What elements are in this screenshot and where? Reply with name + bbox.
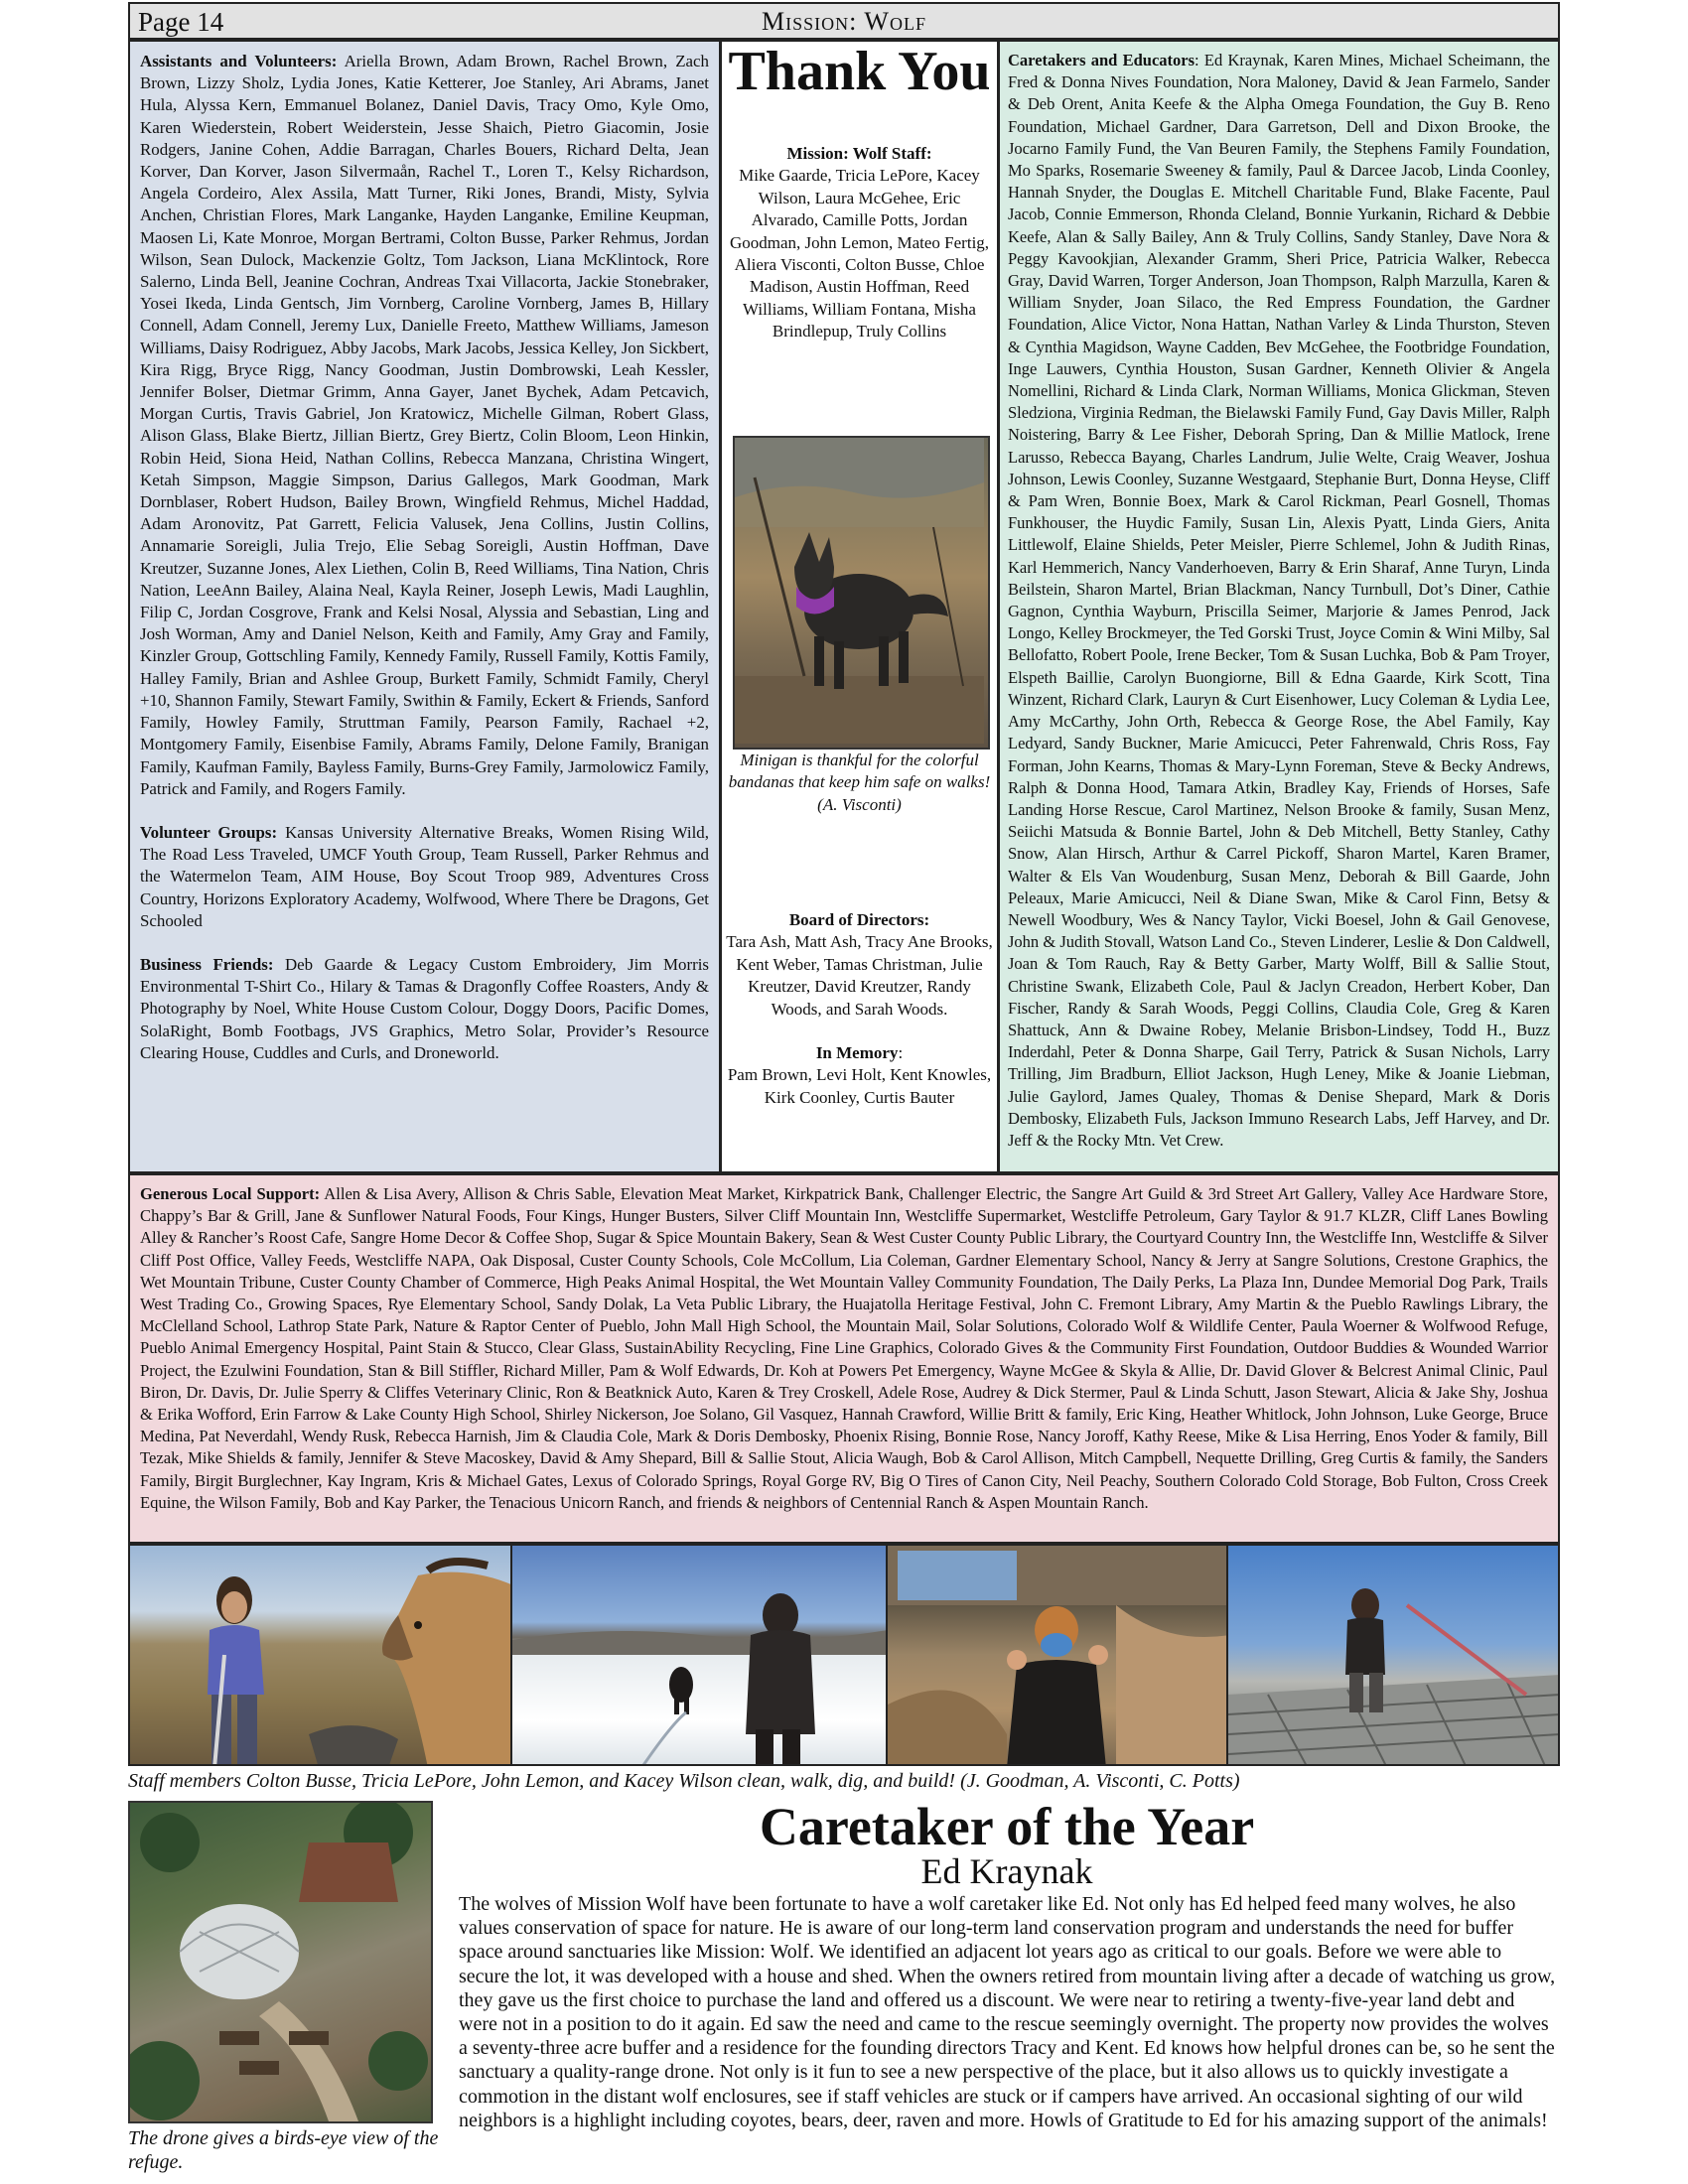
local-support-list: Allen & Lisa Avery, Allison & Chris Sable, Elevation Meat Market, Kirkpatrick Bank, Challenger Electric, the Sangre Art Guild & 3rd Street Art Gallery, Valley Ace Hardware Store, Chappy’s Bar & Grill, Jane & Sunflower Natural Foods, Four Kings, Hunger Busters, Silver Cliff Mountain Inn, Westcliffe Supermarket, Westcliffe Petroleum, Gary Taylor & 91.7 KLZR, Cliff Lanes Bowling Alley & Rancher’s Roost Cafe, Sangre Home Decor & Coffee Shop, Sugar & Spice Mountain Bakery, Sean & West Custer County Public Library, the Courtyard Country Inn, the Westcliffe Inn, Westcliffe & Silver Cliff Post Office, Valley Feeds, Westcliffe NAPA, Oak Disposal, Custer County Schools, Cole McCollum, Lia Coleman, Gardner Elementary School, Nancy & Jerry at Sangre Solutions, Crestone Graphics, the Wet Mountain Tribune, Custer County Chamber of Commerce, High Peaks Animal Hospital, the Wet Mountain Valley Community Foundation, The Daily Perks, La Plaza Inn, Dundee Memorial Dog Park, Trails West Trading Co., Growing Spaces, Rye Elementary School, Sandy Dolak, La Veta Public Library, the Huajatolla Heritage Festival, John C. Fremont Library, Amy Martin & the Pueblo Rawlings Library, the McClelland School, Lathrop State Park, Nature & Raptor Center of Pueblo, John Mall High School, the Mountain Mail, Solar Solutions, Colorado Wolf & Wildlife Center, Paula Woerner & Wolfwood Refuge, Pueblo Animal Emergency Hospital, Paint Stain & Stucco, Clear Glass, SustainAbility Recycling, Fine Line Graphics, Colorado Gives & the Community First Foundation, Outdoor Buddies & Wounded Warrior Project, the Ezulwini Foundation, Stan & Bill Stiffler, Richard Miller, Pam & Wolf Edwards, Dr. Koh at Powers Pet Emergency, Wayne McGee & Skyla & Allie, Dr. David Glover & Belcrest Animal Clinic, Paul Biron, Dr. Davis, Dr. Julie Sperry & Cliffes Veterinary Clinic, Ron & Beatknick Auto, Karen & Trey Croskell, Adele Rose, Audrey & Dick Stermer, Paul & Linda Schutt, Jason Stewart, Alicia & Jake Shy, Joshua & Erika Wofford, Erin Farrow & Lake County High School, Shirley Nickerson, Joe Solano, Gil Vasquez, Hannah Crawford, Willie Britt & family, Eric King, Heather Whitlock, John Johnson, Luke George, Bruce Medina, Pat Neverdahl, Wendy Rusk, Rebecca Harnish, Jim & Claudia Cole, Mark & Doris Dembosky, Phoenix Rising, Bonnie Rose, Nancy Joroff, Kathy Reese, Mike & Lisa Herring, Enos Yoder & family, Bill Tezak, Mike Shields & family, Jennifer & Steve Macoskey, David & Amy Shepard, Bill & Sallie Stout, Alicia Waugh, Bob & Carol Allison, Mitch Campbell, Nequette Drilling, Greg Curtis & family, the Sanders Family, Birgit Burglechner, Kay Ingram, Kris & Michael Gates, Lexus of Colorado Springs, Royal Gorge RV, Big O Tires of Canon City, Neil Peachy, Southern Colorado Cold Storage, Bob Fulton, Cross Creek Equine, the Wilson Family, Bob and Kay Parker, the Tenacious Unicorn Ranch, and friends & neighbors of Centennial Ranch & Aspen Mountain Ranch. (140, 1184, 1548, 1512)
staff-label: Mission: Wolf Staff: (786, 144, 932, 163)
drone-photo-caption: The drone gives a birds-eye view of the refuge. (128, 2127, 439, 2173)
volunteer-groups-paragraph (140, 822, 709, 932)
wolf-illustration (735, 438, 984, 744)
building-illustration (1228, 1546, 1558, 1764)
thank-you-panel (720, 40, 999, 1173)
assistants-label: Assistants and Volunteers: (140, 52, 338, 70)
wolf-photo (733, 436, 990, 750)
caretaker-of-year-title: Caretaker of the Year (759, 1797, 1255, 1856)
local-support-label: Generous Local Support: (140, 1184, 321, 1203)
volunteer-groups-list: Kansas University Alternative Breaks, Women Rising Wild, The Road Less Traveled, UMCF Youth Group, Team Russell, Parker Rehmus and the Watermelon Team, AIM House, Boy Scout Troop 989, Adventures Cross Country, Horizons Exploratory Academy, Wolfwood, Where There be Dragons, Get Schooled (140, 822, 709, 930)
local-support-panel (128, 1173, 1560, 1544)
business-friends-label: Business Friends: (140, 954, 274, 974)
page-number: Page 14 (138, 7, 224, 37)
volunteers-panel (128, 40, 721, 1173)
memory-colon: : (898, 1043, 904, 1063)
thank-you-title: Thank You (728, 41, 991, 102)
photo-staff-walking-dog (512, 1546, 887, 1764)
business-friends-paragraph (140, 954, 709, 1064)
digging-illustration (888, 1546, 1229, 1764)
assistants-list: Ariella Brown, Adam Brown, Rachel Brown, Zach Brown, Lizzy Sholz, Lydia Jones, Katie Ketterer, Joe Stanley, Ari Abrams, Janet Hula, Alyssa Kern, Emmanuel Bolanez, Daniel Davis, Tracy Omo, Kyle Omo, Karen Wiederstein, Robert Weiderstein, Jesse Shaich, Pietro Giacomin, Josie Rodgers, Janine Cohen, Addie Barragan, Charles Bouers, Richard Delta, Jean Korver, Dan Korver, Jason Silvermaån, Rachel T., Loren T., Kelsy Richardson, Angela Cordeiro, Alex Assila, Matt Turner, Riki Jones, Brandi, Misty, Sylvia Anchen, Christian Flores, Mark Langanke, Hayden Langanke, Emiline Keupman, Maosen Li, Kate Monroe, Morgan Bertrami, Colton Busse, Parker Rehmus, Jordan Wilson, Sean Dulock, Mackenzie Goltz, Tom Jackson, Liana McKlintock, Rore Salerno, Linda Bell, Jeanine Cochran, Andreas Txai Villacorta, Jackie Stonebraker, Yosei Ikeda, Linda Gentsch, Jim Vornberg, Caroline Vornberg, James B, Hillary Connell, Adam Connell, Jeremy Lux, Danielle Freeto, Matthew Williams, Jameson Williams, Daisy Rodriguez, Abby Jacobs, Mark Jacobs, Jessica Kelley, Jon Sickbert, Kira Rigg, Bryce Rigg, Nancy Goodman, Justin Dombrowski, Leah Kessler, Jennifer Bolser, Dietmar Grimm, Anna Gayer, Janet Bychek, Adam Petcavich, Morgan Curtis, Travis Gabriel, Jon Kratowicz, Michelle Gilman, Robert Glass, Alison Glass, Blake Biertz, Jillian Biertz, Grey Biertz, Colin Bloom, Leon Hinkin, Robin Heid, Siona Heid, Nathan Collins, Rebecca Manzana, Christina Wingert, Ketah Simpson, Maggie Simpson, Darius Gallegos, Mark Goodman, Mark Dornblaser, Robert Hudson, Bailey Brown, Wingfield Rehmus, Michel Haddad, Adam Aronovitz, Pat Garrett, Felicia Valusek, Jena Collins, Justin Collins, Annamarie Soreigli, Julia Trejo, Elie Sebag Soreigli, Austin Hoffman, Dave Kreutzer, Suzanne Jones, Alex Liethen, Colin B, Reed Williams, Tina Nation, Chris Nation, LeeAnn Bailey, Alaina Neal, Kayla Reiner, Joseph Lewis, Madi Laughlin, Filip C, Jordan Cosgrove, Frank and Kelsi Nosal, Alyssia and Sebastian, Ling and Josh Worman, Amy and Daniel Nelson, Keith and Family, Amy Gray and Family, Kinzler Group, Gottschling Family, Kennedy Family, Russell Family, Kottis Family, Halley Family, Brian and Ashlee Group, Burkett Family, Schmidt Family, Cheryl +10, Shannon Family, Stewart Family, Swithin & Family, Eckert & Friends, Sanford Family, Howley Family, Struttman Family, Pearson Family, Rachael +2, Montgomery Family, Eisenbise Family, Abrams Family, Delone Family, Branigan Family, Kaufman Family, Bayless Family, Burns-Grey Family, Jarmolowicz Family, Patrick and Family, and Rogers Family. (140, 52, 709, 798)
masthead: Mission: Wolf (762, 7, 926, 36)
caretakers-list: : Ed Kraynak, Karen Mines, Michael Scheimann, the Fred & Donna Nives Foundation, Nora Maloney, David & Jean Farmelo, Sander & Deb Orent, Anita Keefe & the Alpha Omega Foundation, the Guy B. Reno Foundation, Michael Gardner, Dara Garretson, Dell and Dixon Brooke, the Jocarno Family Fund, the Van Beuren Family, the Stephens Family Foundation, Mo Sparks, Rosemarie Sweeney & family, Paul & Darcee Jacob, Linda Coonley, Hannah Snyder, the Douglas E. Mitchell Charitable Fund, Blake Facente, Paul Jacob, Connie Emmerson, Rhonda Cleland, Bonnie Yurkanin, Richard & Debbie Keefe, Alan & Sally Bailey, Ann & Truly Collins, Sandy Stanley, Dave Nora & Peggy Kavookjian, Alexander Gramm, Sheri Price, Patricia Walker, Rebecca Gray, David Warren, Torger Anderson, Joan Thompson, Ralph Marzulla, Karen & William Snyder, Joan Silaco, the Red Empress Foundation, the Gardner Foundation, Alice Victor, Nona Hattan, Nathan Varley & Linda Thurston, Steven & Cynthia Magidson, Wayne Cadden, Bev McGehee, the Footbridge Foundation, Inge Lauwers, Cynthia Houston, Susan Gardner, Kenneth Olivier & Angela Nomellini, Richard & Linda Clark, Norman Williams, Monica Glickman, Steven Sledziona, Virginia Redman, the Bielawski Family Fund, Gay Davis Miller, Ralph Noistering, Barry & Lee Fisher, Deborah Spring, Dan & Millie Matlock, Irene Larusso, Rebecca Bayang, Charles Landrum, Julie Welte, Craig Weaver, Joshua Johnson, Lewis Coonley, Suzanne Westgaard, Stephanie Burt, Donna Heyse, Cliff & Pam Wren, Bonnie Boex, Mark & Carol Rickman, Pearl Gosnell, Thomas Funkhouser, the Huydic Family, Susan Lin, Alexis Pyatt, Linda Giers, Anita Littlewolf, Elaine Shields, Peter Meisler, Pierre Schlemel, John & Judith Rinas, Karl Hemmerich, Nancy Vanderhoeven, Barry & Erin Sharaf, Anne Turyn, Linda Beilstein, Sharon Martel, Brian Blackman, Nancy Turnbull, Dot’s Diner, Cathie Gagnon, Cynthia Wayburn, Priscilla Seimer, Marjorie & James Penrod, Jack Longo, Kelley Brockmeyer, the Ted Gorski Trust, Joyce Comin & Wini Milby, Sal Bellofatto, Robert Poole, Irene Becker, Tom & Susan Luchka, Bob & Pam Troyer, Elspeth Baillie, Carolyn Buongiorne, Bill & Edna Gaarde, Kirk Scott, Tina Winzent, Richard Clark, Lauryn & Curt Eisenhower, Lucy Coleman & Lydia Lee, Amy McCarthy, John Orth, Rebecca & George Rose, the Abel Family, Kay Ledyard, Sandy Buckner, Marie Amicucci, Peter Fahrenwald, Chris Ross, Fay Forman, John Kearns, Thomas & Mary-Lynn Foreman, Steve & Becky Andrews, Ralph & Donna Hood, Tamara Atkin, Bradley Kay, Friends of Horses, Safe Landing Horse Rescue, Carol Martinez, Nelson Brooke & family, Susan Menz, Seiichi Matsuda & Bonnie Bartel, John & Deb Mitchell, Betty Stanley, Cathy Snow, Alan Hirsch, Arthur & Carrel Pickoff, Sharon Martel, Karen Bramer, Walter & Els Van Woudenburg, Susan Menz, Deborah & Bill Gaarde, John Peleaux, Marie Amicucci, Neil & Diane Swan, Mike & Carol Finn, Betsy & Newell Woodbury, Wes & Nancy Taylor, Vicki Boesel, John & Gail Genovese, John & Judith Stovall, Watson Land Co., Steven Linderer, Leslie & Don Caldwell, Joan & Tom Rauch, Ray & Betty Garber, Marty Wolff, Bill & Sallie Stout, Christine Swank, Elizabeth Cole, Paul & Jaclyn Creadon, Herbert Kober, Dan Fischer, Randy & Sarah Woods, Peggi Collins, Claudia Cole, Greg & Karen Shattuck, Ann & Dwaine Robey, Melanie Brisbon-Lindsey, Todd H., Buzz Inderdahl, Peter & Donna Sharpe, Gail Terry, Patrick & Susan Nichols, Larry Trilling, Jim Bradburn, Elliot Jackson, Hugh Leney, Mike & Joanie Liebman, Julie Gaylord, James Qualey, Thomas & Denise Shepard, Mark & Doris Dembosky, Elizabeth Fuls, Jackson Immuno Research Labs, Jeff Harvey, and Dr. Jeff & the Rocky Mtn. Vet Crew. (1008, 51, 1551, 1150)
wolf-photo-caption: Minigan is thankful for the colorful bandanas that keep him safe on walks! (A. Visconti) (728, 751, 991, 814)
caretakers-paragraph (1008, 50, 1550, 1152)
memory-list: Pam Brown, Levi Holt, Kent Knowles, Kirk Coonley, Curtis Bauter (727, 1065, 992, 1107)
board-list: Tara Ash, Matt Ash, Tracy Ane Brooks, Kent Weber, Tamas Christman, Julie Kreutzer, David Kreutzer, Randy Woods, and Sarah Woods. (726, 932, 993, 1019)
memory-label: In Memory (815, 1043, 899, 1063)
staff-section (726, 143, 993, 343)
staff-horse-illustration (130, 1546, 512, 1764)
page-header (128, 2, 1560, 40)
staff-list: Mike Gaarde, Tricia LePore, Kacey Wilson, Laura McGehee, Eric Alvarado, Camille Potts, Jordan Goodman, John Lemon, Mateo Fertig, Aliera Visconti, Colton Busse, Chloe Madison, Austin Hoffman, Reed Williams, William Fontana, Misha Brindlepup, Truly Collins (729, 166, 990, 341)
business-friends-list: Deb Gaarde & Legacy Custom Embroidery, Jim Morris Environmental T-Shirt Co., Hilary & Tamas & Dragonfly Coffee Roasters, Andy & Photography by Noel, White House Custom Colour, Doggy Doors, Pacific Domes, SolaRight, Bomb Footbags, JVS Graphics, Metro Solar, Provider’s Resource Clearing House, Cuddles and Curls, and Droneworld. (140, 954, 709, 1062)
drone-view-illustration (130, 1803, 431, 2121)
local-support-paragraph (140, 1183, 1548, 1514)
caretaker-of-year-name: Ed Kraynak (920, 1851, 1093, 1891)
photo-staff-with-horse (130, 1546, 512, 1764)
photo-staff-building (1228, 1546, 1558, 1764)
caretakers-panel (998, 40, 1560, 1173)
photo-strip-caption: Staff members Colton Busse, Tricia LePore, John Lemon, and Kacey Wilson clean, walk, dig, and build! (J. Goodman, A. Visconti, C. Potts) (128, 1770, 1240, 1792)
staff-photo-strip (128, 1544, 1560, 1766)
photo-staff-digging (888, 1546, 1229, 1764)
board-section (726, 909, 993, 1109)
caretakers-label: Caretakers and Educators (1008, 51, 1196, 69)
board-label: Board of Directors: (788, 910, 930, 929)
memory-heading (726, 1042, 993, 1064)
volunteer-groups-label: Volunteer Groups: (140, 822, 278, 842)
assistants-paragraph (140, 51, 709, 800)
drone-photo (128, 1801, 433, 2123)
caretaker-of-year-article: The wolves of Mission Wolf have been fortunate to have a wolf caretaker like Ed. Not only has Ed helped feed many wolves, he also values conservation of space for nature. He is aware of our long-term land conservation program and understands the need for buffer space around sanctuaries like Mission: Wolf. We identified an adjacent lot years ago as critical to our goals. Before we were able to secure the lot, it was developed with a house and shed. When the owners retired from mountain living after a decade of watching us grow, they gave us the first choice to purchase the land and offered us a discount. We were near to retiring a twenty-five-year land debt and were not in a position to do it again. Ed saw the need and came to the rescue seemingly overnight. The property now provides the wolves a seventy-three acre buffer and a residence for the founding directors Tracy and Kent. Ed knows how helpful drones can be, so he sent the sanctuary a quality-range drone. Not only is it fun to see a new perspective of the place, but it also allows us to quickly investigate a commotion in the distant wolf enclosures, see if staff vehicles are stuck or if campers have arrived. An occasional sighting of our wild neighbors is a highlight including coyotes, bears, deer, raven and more. Howls of Gratitude to Ed for his amazing support of the animals! (459, 1893, 1556, 2131)
walking-illustration (512, 1546, 887, 1764)
